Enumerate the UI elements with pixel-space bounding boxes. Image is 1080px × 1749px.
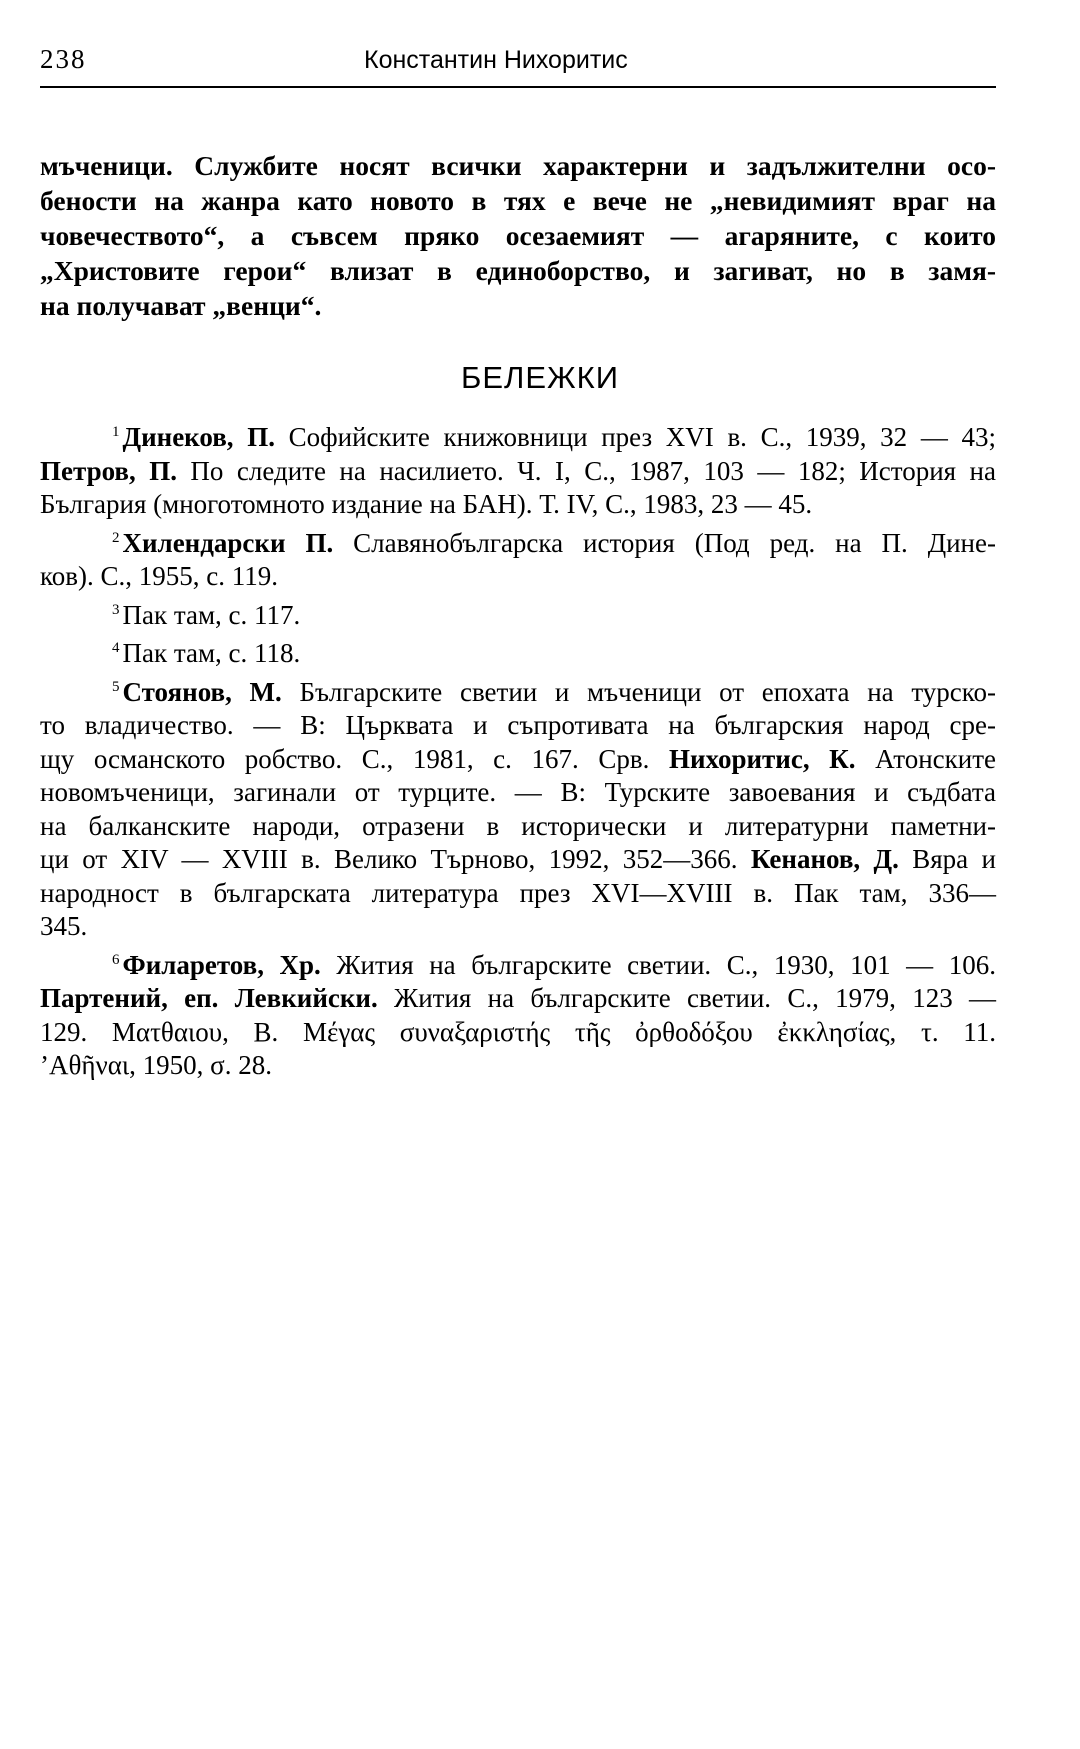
- footnote-text: щу османското робство. С., 1981, с. 167. Срв.: [40, 743, 669, 774]
- footnote: [40, 671, 996, 944]
- author-name: Партений, еп. Левкийски.: [40, 983, 378, 1013]
- header-rule: [40, 86, 996, 88]
- footnote-line: [40, 709, 996, 743]
- footnote-number: 6: [112, 951, 120, 968]
- author-name: Динеков, П.: [122, 422, 275, 452]
- footnote-line: [40, 560, 996, 594]
- footnote-line: [40, 944, 996, 983]
- author-name: Нихоритис, К.: [668, 743, 856, 774]
- footnote-text: ци от XIV — XVIII в. Велико Търново, 1992, 352—366.: [40, 844, 751, 874]
- footnote: [40, 944, 996, 1083]
- footnote-number: 5: [112, 678, 120, 695]
- footnote: [40, 522, 996, 594]
- footnote-text: България (многотомното издание на БАН). Т. IV, С., 1983, 23 — 45.: [40, 489, 813, 519]
- footnote-number: 3: [112, 601, 120, 618]
- author-name: Кенанов, Д.: [750, 844, 899, 874]
- footnote-line: [40, 416, 996, 455]
- footnote-text: Жития на българските светии. С., 1979, 123 —: [377, 983, 996, 1013]
- footnote-line: [40, 743, 996, 777]
- author-name: Хилендарски П.: [122, 527, 334, 558]
- footnote-text: По следите на насилието. Ч. I, С., 1987, 103 — 182; История на: [176, 455, 996, 486]
- text-line: „Христовите герои“ влизат в единоборство, и загиват, но в замя-: [40, 255, 996, 286]
- footnote-text: Софийските книжовници през XVI в. С., 1939, 32 — 43;: [274, 422, 996, 452]
- text-line: човечеството“, а съвсем пряко осезаемият — агаряните, с които: [40, 220, 996, 251]
- footnote-line: [40, 843, 996, 877]
- footnote-text: 129. Ματθαιου, Β. Μέγας συναξαριστής τῆς ὀρθοδόξου ἐκκλησίας, τ. 11.: [40, 1016, 996, 1047]
- footnote-text: Пак там, с. 118.: [122, 638, 301, 668]
- footnote-text: Вяра и: [898, 844, 996, 874]
- author-name: Стоянов, М.: [122, 676, 282, 707]
- footnote-line: [40, 671, 996, 710]
- footnote-text: то владичество. — В: Църквата и съпротивата на българския народ сре-: [40, 710, 996, 740]
- footnote-text: ’Αθῆναι, 1950, σ. 28.: [40, 1050, 272, 1080]
- footnote-line: [40, 776, 996, 810]
- footnote-text: ков). С., 1955, с. 119.: [40, 561, 278, 591]
- footnote-line: [40, 982, 996, 1016]
- footnote-text: Пак там, с. 117.: [122, 599, 301, 630]
- body-paragraph: [40, 148, 996, 323]
- footnote-number: 4: [112, 640, 120, 656]
- running-title: Константин Нихоритис: [364, 46, 628, 74]
- footnote-line: [40, 488, 996, 522]
- notes-heading: БЕЛЕЖКИ: [460, 360, 619, 395]
- footnote-line: [40, 910, 996, 944]
- footnote-text: Атонските: [855, 743, 996, 774]
- footnote: [40, 632, 996, 671]
- footnote-line: [40, 594, 996, 633]
- text-line: бености на жанра като новото в тях е вече не „невидимият враг на: [40, 185, 996, 216]
- footnote-line: [40, 1016, 996, 1050]
- author-name: Филаретов, Хр.: [122, 949, 321, 980]
- footnote-number: 2: [112, 529, 120, 546]
- footnote-line: [40, 810, 996, 844]
- footnote-line: [40, 877, 996, 911]
- footnote-text: на балканските народи, отразени в исторически и литературни паметни-: [40, 810, 996, 841]
- running-header: [40, 44, 996, 84]
- page-number: 238: [40, 44, 87, 74]
- footnote-text: Българските светии и мъченици от епохата на турско-: [281, 676, 996, 707]
- footnote-line: [40, 455, 996, 489]
- footnote-line: [40, 632, 996, 671]
- footnote-text: Славянобългарска история (Под ред. на П. Дине-: [333, 527, 996, 558]
- footnote-text: народност в българската литература през XVI—XVIII в. Пак там, 336—: [40, 877, 996, 908]
- footnote-text: 345.: [40, 911, 88, 941]
- text-line: мъченици. Службите носят всички характерни и задължителни осо-: [40, 150, 996, 181]
- text-line: на получават „венци“.: [40, 290, 322, 321]
- author-name: Петров, П.: [40, 455, 177, 486]
- footnote: [40, 594, 996, 633]
- footnote-line: [40, 522, 996, 561]
- footnote-text: Жития на българските светии. С., 1930, 101 — 106.: [320, 949, 996, 980]
- notes-list: [40, 416, 996, 1083]
- footnote-number: 1: [112, 424, 120, 440]
- footnote-text: новомъченици, загинали от турците. — В: Турските завоевания и съдбата: [40, 777, 996, 807]
- footnote-line: [40, 1049, 996, 1083]
- footnote: [40, 416, 996, 522]
